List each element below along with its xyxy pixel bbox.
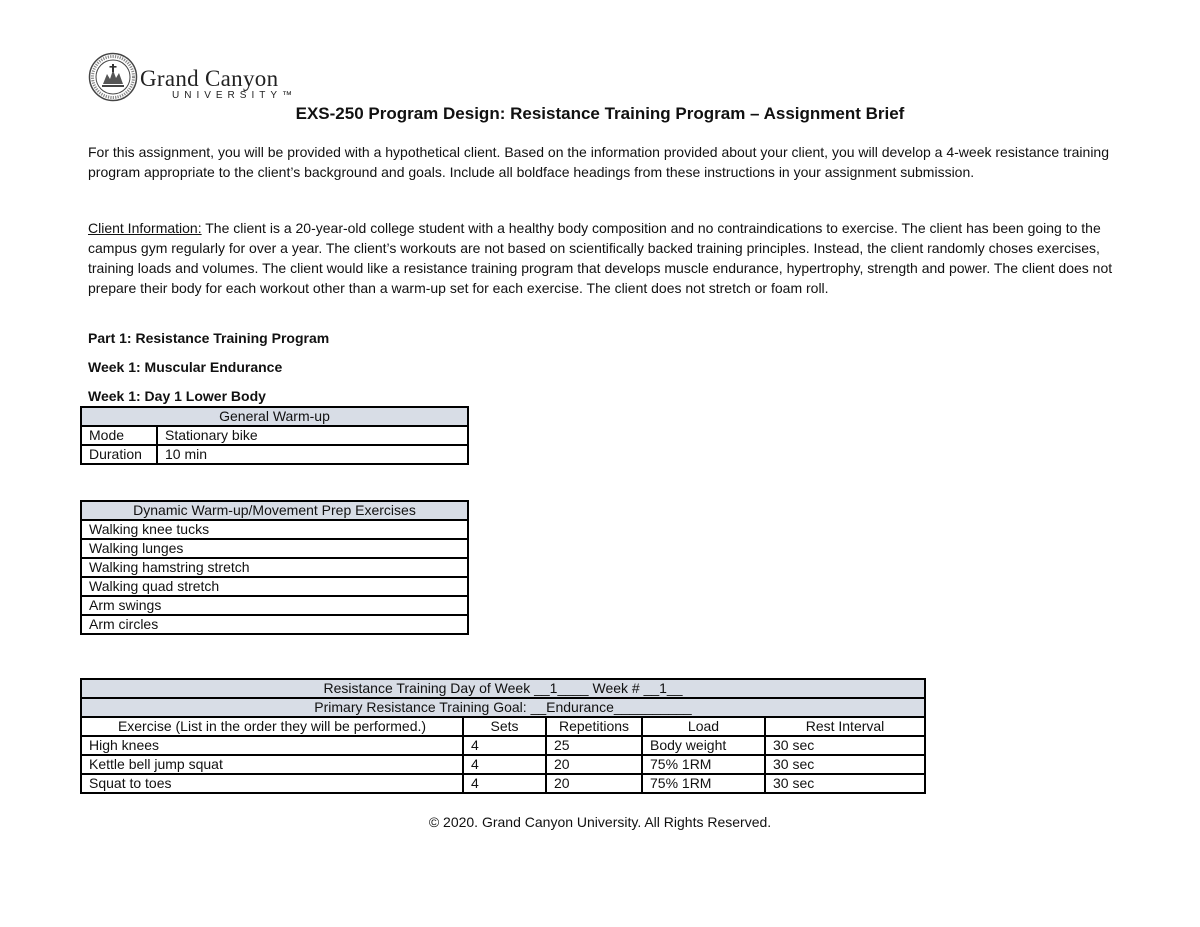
column-header-repetitions: Repetitions bbox=[546, 717, 642, 736]
column-header-row bbox=[81, 717, 925, 736]
table-row bbox=[81, 558, 468, 577]
client-info-label: Client Information: bbox=[88, 220, 202, 236]
warmup-value-cell: Stationary bike bbox=[157, 426, 468, 445]
resistance-day-header: Resistance Training Day of Week __1____ Week # __1__ bbox=[81, 679, 925, 698]
table-row bbox=[81, 426, 468, 445]
load-cell: 75% 1RM bbox=[642, 774, 765, 793]
column-header-exercise: Exercise (List in the order they will be performed.) bbox=[81, 717, 463, 736]
dynamic-warmup-item: Walking hamstring stretch bbox=[81, 558, 468, 577]
column-header-rest-interval: Rest Interval bbox=[765, 717, 925, 736]
table-row bbox=[81, 736, 925, 755]
repetitions-cell: 20 bbox=[546, 774, 642, 793]
copyright-footer: © 2020. Grand Canyon University. All Rights Reserved. bbox=[428, 814, 772, 830]
table-row bbox=[81, 755, 925, 774]
exercise-cell: Kettle bell jump squat bbox=[81, 755, 463, 774]
day1-heading: Week 1: Day 1 Lower Body bbox=[88, 388, 266, 404]
warmup-value-cell: 10 min bbox=[157, 445, 468, 464]
page-title: EXS-250 Program Design: Resistance Training Program – Assignment Brief bbox=[295, 104, 905, 123]
table-row bbox=[81, 577, 468, 596]
load-cell: 75% 1RM bbox=[642, 755, 765, 774]
column-header-load: Load bbox=[642, 717, 765, 736]
repetitions-cell: 25 bbox=[546, 736, 642, 755]
rest-interval-cell: 30 sec bbox=[765, 755, 925, 774]
column-header-sets: Sets bbox=[463, 717, 546, 736]
table-row bbox=[81, 615, 468, 634]
sets-cell: 4 bbox=[463, 755, 546, 774]
part1-heading: Part 1: Resistance Training Program bbox=[88, 330, 330, 346]
general-warmup-table bbox=[80, 406, 469, 465]
exercise-cell: Squat to toes bbox=[81, 774, 463, 793]
repetitions-cell: 20 bbox=[546, 755, 642, 774]
resistance-goal-header: Primary Resistance Training Goal: __Endurance__________ bbox=[81, 698, 925, 717]
dynamic-warmup-item: Walking lunges bbox=[81, 539, 468, 558]
dynamic-warmup-item: Arm swings bbox=[81, 596, 468, 615]
resistance-training-table bbox=[80, 678, 926, 794]
table-row bbox=[81, 539, 468, 558]
table-row bbox=[81, 596, 468, 615]
sets-cell: 4 bbox=[463, 736, 546, 755]
client-info-text: The client is a 20-year-old college student with a healthy body composition and no contraindications to exercise. The client has been going to the campus gym regularly for over a year. The client’s workouts are not based on scientifically backed training principles. Instead, the client randomly choses exercises, training loads and volumes. The client would like a resistance training program that develops muscle endurance, hypertrophy, strength and power. The client does not prepare their body for each workout other than a warm-up set for each exercise. The client does not stretch or foam roll. bbox=[88, 220, 1113, 296]
dynamic-warmup-item: Walking knee tucks bbox=[81, 520, 468, 539]
week1-heading: Week 1: Muscular Endurance bbox=[88, 359, 283, 375]
dynamic-warmup-header: Dynamic Warm-up/Movement Prep Exercises bbox=[81, 501, 468, 520]
warmup-label-cell: Duration bbox=[81, 445, 157, 464]
university-seal-icon bbox=[88, 52, 138, 102]
logo-subline: UNIVERSITY™ bbox=[172, 90, 298, 101]
general-warmup-header: General Warm-up bbox=[81, 407, 468, 426]
dynamic-warmup-item: Walking quad stretch bbox=[81, 577, 468, 596]
load-cell: Body weight bbox=[642, 736, 765, 755]
table-row bbox=[81, 774, 925, 793]
client-info-paragraph bbox=[88, 218, 1128, 298]
dynamic-warmup-table bbox=[80, 500, 469, 635]
dynamic-warmup-item: Arm circles bbox=[81, 615, 468, 634]
university-logo bbox=[88, 52, 308, 104]
rest-interval-cell: 30 sec bbox=[765, 736, 925, 755]
sets-cell: 4 bbox=[463, 774, 546, 793]
intro-paragraph: For this assignment, you will be provided with a hypothetical client. Based on the information provided about your client, you will develop a 4-week resistance training program appropriate to the client’s background and goals. Include all boldface headings from these instructions in your assignment submission. bbox=[88, 144, 1109, 180]
table-row bbox=[81, 445, 468, 464]
exercise-cell: High knees bbox=[81, 736, 463, 755]
table-row bbox=[81, 520, 468, 539]
rest-interval-cell: 30 sec bbox=[765, 774, 925, 793]
warmup-label-cell: Mode bbox=[81, 426, 157, 445]
logo-name: Grand Canyon bbox=[140, 66, 279, 91]
